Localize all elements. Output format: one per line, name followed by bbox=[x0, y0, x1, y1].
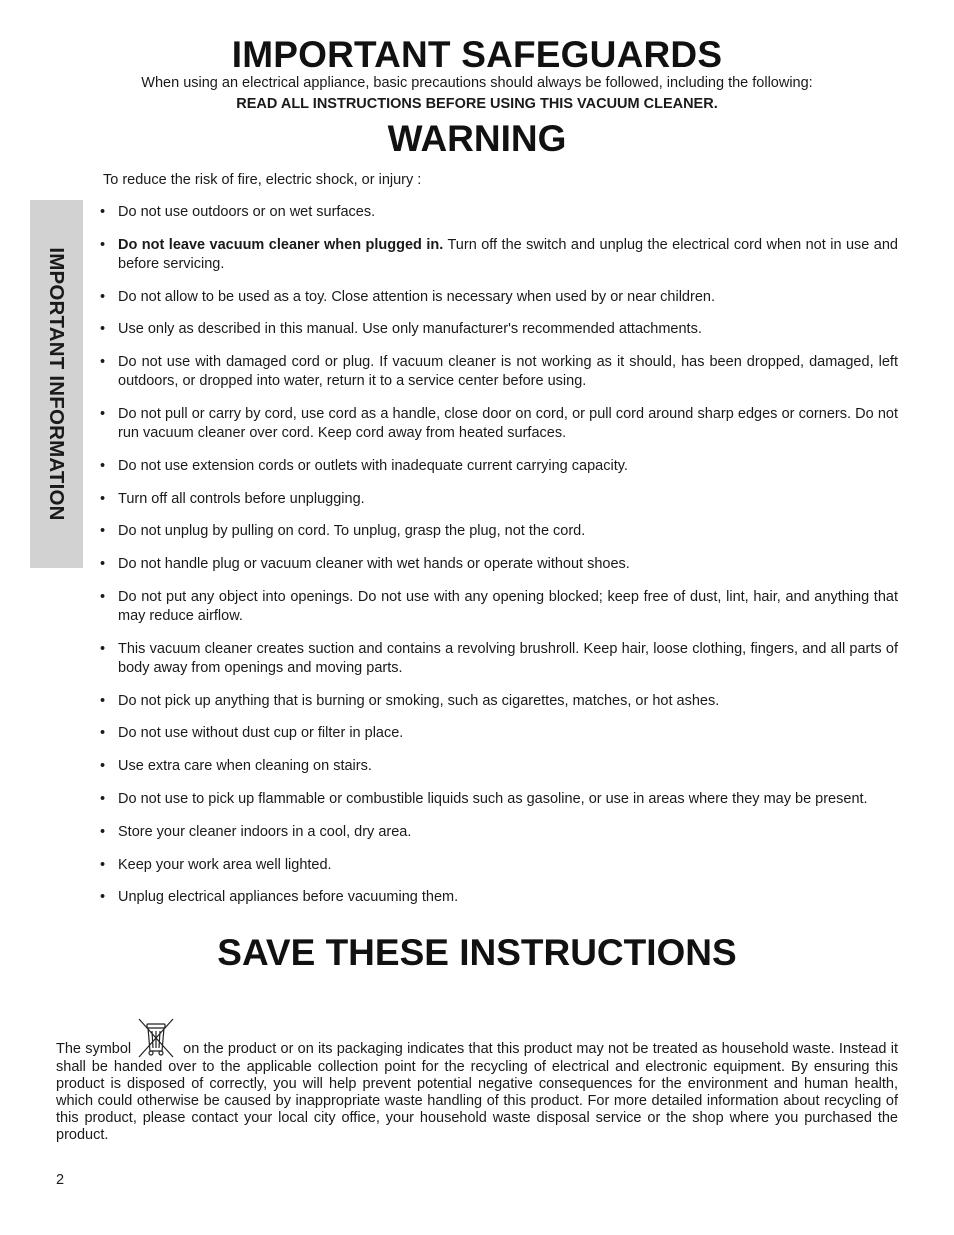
side-tab bbox=[30, 200, 83, 568]
safeguard-item bbox=[100, 522, 898, 541]
safeguard-text: Do not handle plug or vacuum cleaner with wet hands or operate without shoes. bbox=[118, 556, 630, 573]
precautions-intro: When using an electrical appliance, basic precautions should always be followed, including the following: bbox=[141, 75, 813, 91]
safeguard-text: Do not allow to be used as a toy. Close attention is necessary when used by or near children. bbox=[118, 288, 715, 305]
safeguard-item bbox=[100, 457, 898, 476]
warning-heading: WARNING bbox=[387, 118, 567, 159]
safeguard-text: Store your cleaner indoors in a cool, dry area. bbox=[118, 823, 412, 840]
recycling-prefix: The symbol bbox=[56, 1041, 132, 1057]
page-number: 2 bbox=[56, 1172, 65, 1188]
safeguards-list bbox=[100, 203, 898, 921]
safeguard-text: Do not use with damaged cord or plug. If vacuum cleaner is not working as it should, has been dropped, damaged, left outdoors, or dropped into water, return it to a service center before using. bbox=[118, 354, 898, 390]
safeguard-item bbox=[100, 588, 898, 626]
side-tab-label: IMPORTANT INFORMATION bbox=[45, 247, 68, 521]
safeguard-text: Keep your work area well lighted. bbox=[118, 856, 332, 873]
page-title: IMPORTANT SAFEGUARDS bbox=[231, 34, 723, 75]
safeguard-text: Do not use without dust cup or filter in place. bbox=[118, 725, 404, 742]
safeguard-item bbox=[100, 640, 898, 678]
recycling-text: on the product or on its packaging indicates that this product may not be treated as household waste. Instead it shall be handed over to the applicable collection point for the recycling of electrical and electronic equipment. By ensuring this product is disposed of correctly, you will help prevent potential negative consequences for the environment and human health, which could otherwise be caused by inappropriate waste handling of this product. For more detailed information about recycling of this product, please contact your local city office, your household waste disposal service or the shop where you purchased the product. bbox=[56, 1041, 898, 1143]
crossed-out-wheelie-bin-icon bbox=[135, 1015, 177, 1059]
recycling-notice bbox=[56, 1041, 898, 1144]
safeguard-text: Do not put any object into openings. Do not use with any opening blocked; keep free of dust, lint, hair, and anything that may reduce airflow. bbox=[118, 588, 898, 624]
safeguard-item bbox=[100, 203, 898, 222]
safeguard-item bbox=[100, 490, 898, 509]
safeguard-text: Do not use extension cords or outlets with inadequate current carrying capacity. bbox=[118, 457, 628, 474]
safeguard-item bbox=[100, 888, 898, 907]
safeguard-item bbox=[100, 823, 898, 842]
safeguard-text: Do not pick up anything that is burning or smoking, such as cigarettes, matches, or hot ashes. bbox=[118, 692, 720, 709]
safeguard-text: This vacuum cleaner creates suction and contains a revolving brushroll. Keep hair, loose clothing, fingers, and all parts of body away from openings and moving parts. bbox=[118, 640, 898, 676]
safeguard-item bbox=[100, 320, 898, 339]
safeguard-item bbox=[100, 288, 898, 307]
safeguard-text: Unplug electrical appliances before vacuuming them. bbox=[118, 889, 459, 906]
safeguard-text: Do not unplug by pulling on cord. To unplug, grasp the plug, not the cord. bbox=[118, 523, 586, 540]
safeguard-emphasis: Do not leave vacuum cleaner when plugged in. bbox=[118, 236, 444, 253]
safeguard-item bbox=[100, 236, 898, 274]
safeguard-item bbox=[100, 790, 898, 809]
safeguard-text: Use only as described in this manual. Use only manufacturer's recommended attachments. bbox=[118, 321, 702, 338]
safeguard-item bbox=[100, 757, 898, 776]
safeguard-text: Use extra care when cleaning on stairs. bbox=[118, 758, 372, 775]
save-instructions-heading: SAVE THESE INSTRUCTIONS bbox=[217, 932, 737, 973]
safeguard-item bbox=[100, 856, 898, 875]
safeguard-item bbox=[100, 405, 898, 443]
safeguard-item bbox=[100, 692, 898, 711]
safeguard-item bbox=[100, 353, 898, 391]
warning-intro: To reduce the risk of fire, electric shock, or injury : bbox=[103, 172, 422, 188]
safeguard-text: Do not pull or carry by cord, use cord as a handle, close door on cord, or pull cord around sharp edges or corners. Do not run vacuum cleaner over cord. Keep cord away from heated surfaces. bbox=[118, 405, 898, 441]
safeguard-text: Turn off the switch and unplug the electrical cord when not in use and before servicing. bbox=[118, 236, 898, 272]
safeguard-item bbox=[100, 724, 898, 743]
read-all-instructions: READ ALL INSTRUCTIONS BEFORE USING THIS VACUUM CLEANER. bbox=[236, 96, 718, 112]
safeguard-text: Turn off all controls before unplugging. bbox=[118, 490, 365, 507]
safeguard-text: Do not use outdoors or on wet surfaces. bbox=[118, 204, 376, 220]
safeguard-item bbox=[100, 555, 898, 574]
safeguard-text: Do not use to pick up flammable or combustible liquids such as gasoline, or use in areas where they may be present. bbox=[118, 790, 868, 807]
